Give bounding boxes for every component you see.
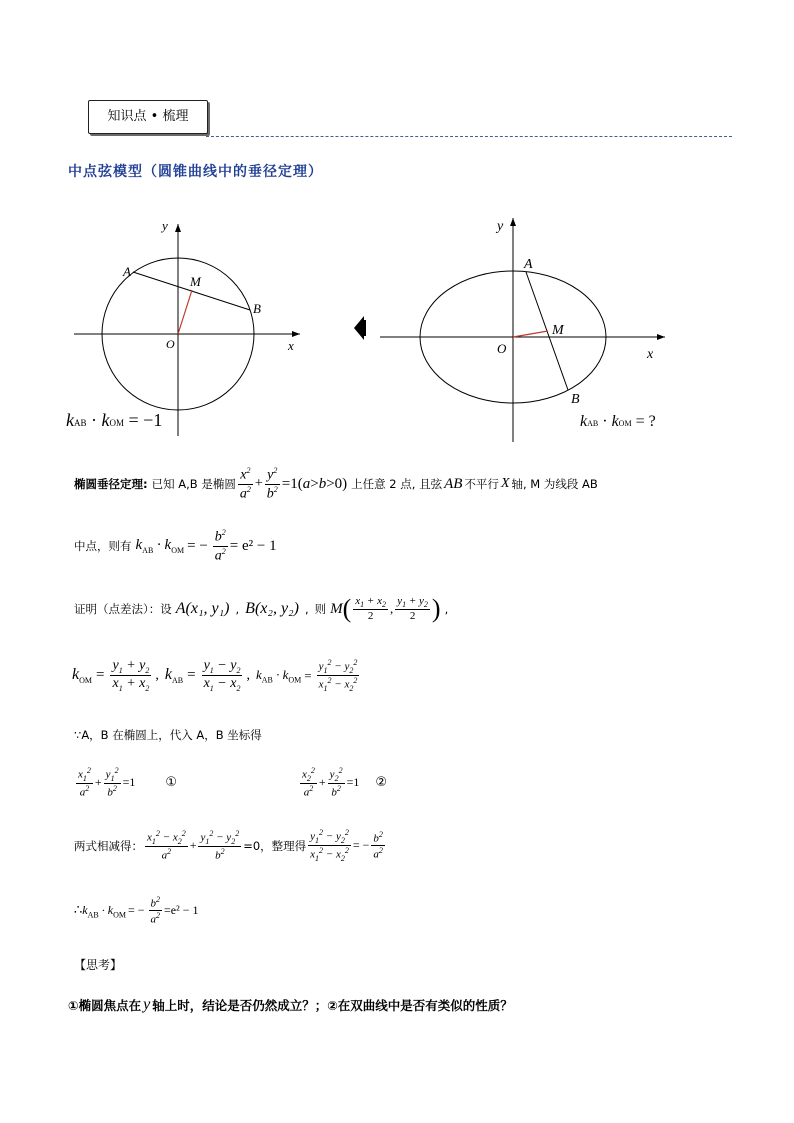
conclusion-line: ∴ $k_{AB} \cdot k_{OM}$ = − $\frac{b^2}{a^2}$ =e² − 1 <box>74 895 199 926</box>
point-a-label: A <box>123 264 131 279</box>
x-axis-arrow <box>292 331 300 337</box>
section-tag: 知识点 • 梳理 <box>88 100 208 134</box>
right-caption: kAB · kOM = ? <box>580 413 656 430</box>
x-axis-arrow <box>657 334 665 340</box>
equation-2: $\frac{x_2^2}{a^2}$ + $\frac{y_2^2}{b^2}$ =1 ② <box>302 766 387 799</box>
segment-om <box>178 290 192 334</box>
equation-1: $\frac{x_1^2}{a^2}$ + $\frac{y_1^2}{b^2}$ =1 ① <box>78 766 177 799</box>
theorem-line-2: 中点，则有 $k_{AB} \cdot k_{OM}$ = − $\frac{b^2}{a^2}$ = e² − 1 <box>74 528 277 564</box>
question-line: ①椭圆焦点在 y 轴上时，结论是否仍然成立？；②在双曲线中是否有类似的性质？ <box>68 996 513 1013</box>
y-label: y <box>162 218 168 233</box>
y-axis-arrow <box>510 218 516 226</box>
circle-figure <box>60 210 320 440</box>
since-line: ∵A，B 在椭圆上，代入 A，B 坐标得 <box>74 728 262 742</box>
left-caption: kAB · kOM = −1 <box>66 410 163 430</box>
point-b-label: B <box>253 301 261 316</box>
point-m-label: M <box>552 323 564 338</box>
proof-line: 证明（点差法）：设 A(x₁, y₁) , B(x₂, y₂) , 则 M ( $\frac{x_1 + x_2}{2}$ , $\frac{y_1 + y_2}{2}$ ) , <box>74 594 449 623</box>
theorem-line-1: 椭圆垂径定理: 已知 A,B 是椭圆 $\frac{x^2}{a^2}$ + $\frac{y^2}{b^2}$ =1( a > b >0) 上任意 2 点, 且弦 AB 不平行 X 轴, M 为线段 AB <box>74 466 598 502</box>
section-heading: 中点弦模型（圆锥曲线中的垂径定理） <box>68 164 323 180</box>
point-b-label: B <box>571 392 580 407</box>
x-label: x <box>647 347 654 362</box>
segment-om <box>513 331 548 337</box>
x-label: x <box>288 338 294 353</box>
slopes-line: $k_{OM}$ = $\frac{y_1 + y_2}{x_1 + x_2}$ , $k_{AB}$ = $\frac{y_1 - y_2}{x_1 - x_2}$ , $k_{AB} \cdot k_{OM}$ = $\frac{y_1^2 - y_2^2}{x_1^2 - x_2^2}$ <box>72 658 358 693</box>
y-label: y <box>497 219 504 234</box>
think-label: 【思考】 <box>74 958 123 972</box>
origin-label: O <box>497 341 507 356</box>
ellipse-eq-y: $\frac{y^2}{b^2}$ <box>266 466 278 502</box>
divider <box>206 136 732 137</box>
y-axis-arrow <box>175 224 181 232</box>
subtraction-line: 两式相减得： $\frac{x_1^2 - x_2^2}{a^2}$ + $\frac{y_1^2 - y_2^2}{b^2}$ =0，整理得 $\frac{y_1^2 - y_2^2}{x_1^2 - x_2^2}$ = − $\frac{b^2}{a^2}$ <box>74 828 383 863</box>
theorem-label: 椭圆垂径定理: <box>74 477 148 492</box>
origin-label: O <box>166 337 175 351</box>
point-a-label: A <box>524 257 533 272</box>
point-m-label: M <box>190 274 201 289</box>
left-arrow-icon <box>350 312 370 344</box>
ellipse-eq-x: $\frac{x^2}{a^2}$ <box>239 466 251 502</box>
